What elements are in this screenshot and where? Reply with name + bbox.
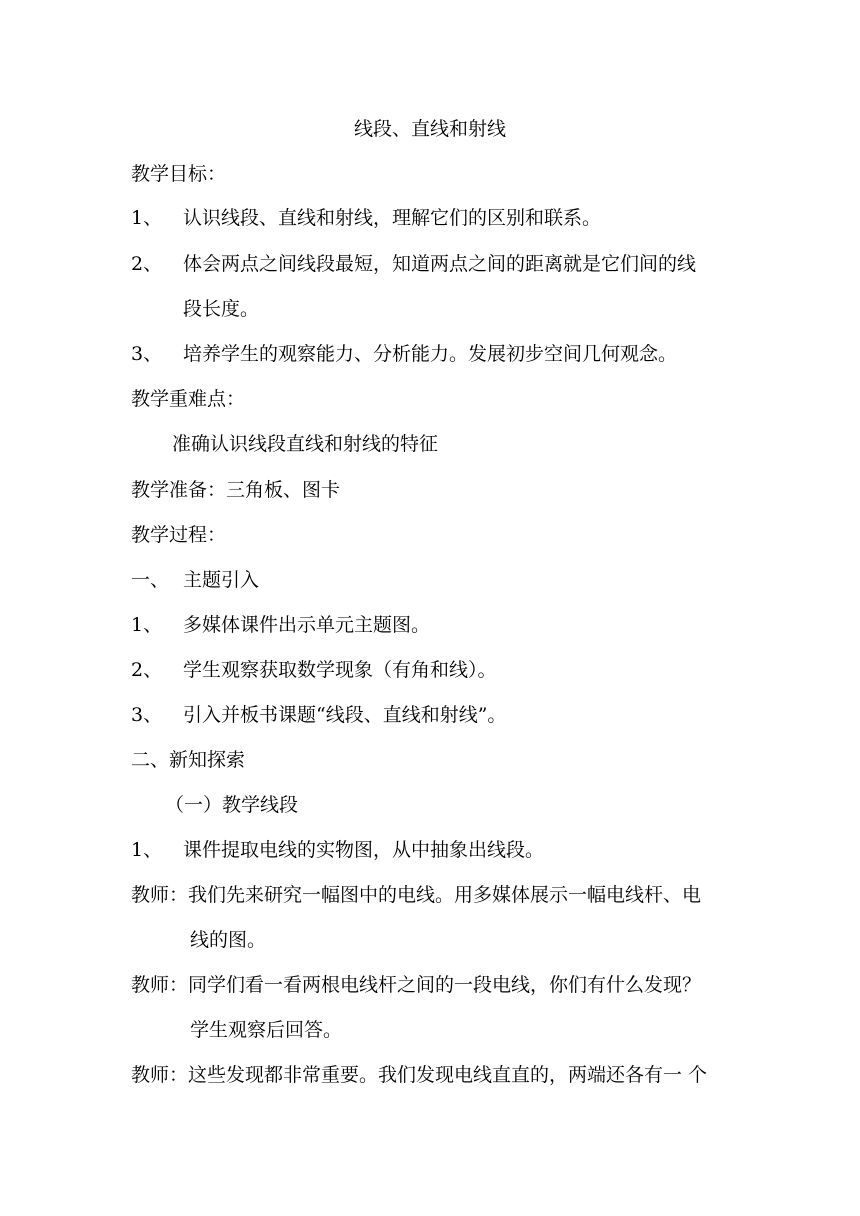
explore-step-1-number: 1、 <box>131 839 163 861</box>
key-points-text: 准确认识线段直线和射线的特征 <box>172 433 439 455</box>
intro-step-1-number: 1、 <box>131 614 163 636</box>
section-one-number: 一、 <box>131 569 170 591</box>
preparation-line: 教学准备：三角板、图卡 <box>131 479 341 501</box>
intro-step-2-text: 学生观察获取数学现象（有角和线）。 <box>183 659 497 681</box>
objective-3-number: 3、 <box>131 343 163 365</box>
intro-step-2-number: 2、 <box>131 659 163 681</box>
objective-3-text: 培养学生的观察能力、分析能力。发展初步空间几何观念。 <box>183 343 678 365</box>
objectives-heading: 教学目标： <box>131 163 227 185</box>
teacher-line-1-continuation: 线的图。 <box>190 929 267 951</box>
teacher-line-2: 教师：同学们看一看两根电线杆之间的一段电线，你们有什么发现？ <box>131 974 702 996</box>
explore-step-1-text: 课件提取电线的实物图，从中抽象出线段。 <box>183 839 545 861</box>
document-title: 线段、直线和射线 <box>353 118 506 140</box>
section-two-title: 二、新知探索 <box>131 749 246 771</box>
objective-1-text: 认识线段、直线和射线，理解它们的区别和联系。 <box>183 207 602 229</box>
key-points-heading: 教学重难点： <box>131 388 246 410</box>
teacher-line-3: 教师：这些发现都非常重要。我们发现电线直直的，两端还各有一 个 <box>131 1064 708 1086</box>
objective-2-text: 体会两点之间线段最短，知道两点之间的距离就是它们间的线 <box>183 253 697 275</box>
intro-step-3-text: 引入并板书课题“线段、直线和射线”。 <box>183 704 507 726</box>
teacher-line-1: 教师：我们先来研究一幅图中的电线。用多媒体展示一幅电线杆、电 <box>131 884 702 906</box>
subsection-one-title: （一）教学线段 <box>165 794 299 816</box>
teacher-line-2-continuation: 学生观察后回答。 <box>190 1019 343 1041</box>
objective-2-number: 2、 <box>131 253 163 275</box>
process-heading: 教学过程： <box>131 524 227 546</box>
intro-step-1-text: 多媒体课件出示单元主题图。 <box>183 614 431 636</box>
intro-step-3-number: 3、 <box>131 704 163 726</box>
objective-1-number: 1、 <box>131 207 163 229</box>
objective-2-continuation: 段长度。 <box>183 298 260 320</box>
section-one-title: 主题引入 <box>183 569 260 591</box>
